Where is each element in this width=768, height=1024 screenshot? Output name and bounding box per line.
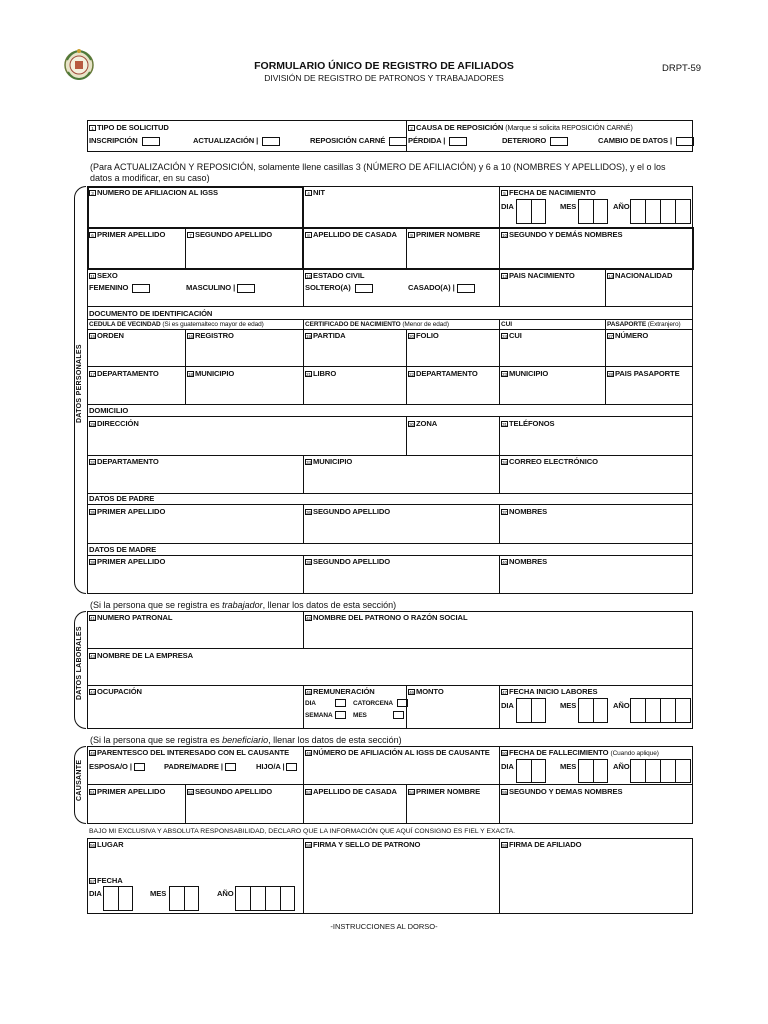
padre-primer-apellido-label: 35 PRIMER APELLIDO <box>90 507 166 516</box>
reposicion-checkbox[interactable] <box>389 137 407 146</box>
footer-instrucciones: -INSTRUCCIONES AL DORSO- <box>330 922 438 931</box>
certificado-header: CERTIFICADO DE NACIMIENTO (Menor de edad) <box>305 321 449 328</box>
declaracion-text: BAJO MI EXCLUSIVA Y ABSOLUTA RESPONSABILIDAD, DECLARO QUE LA INFORMACIÓN QUE AQUÍ CONSIGNO ES FIEL Y EXACTA. <box>89 828 516 835</box>
datos-padre-title: DATOS DE PADRE <box>89 494 155 503</box>
tipo-solicitud-label: 1 TIPO DE SOLICITUD <box>89 123 169 132</box>
actualizacion-note-line1: (Para ACTUALIZACIÓN Y REPOSICIÓN, solamente llene casillas 3 (NÚMERO DE AFILIACIÓN) y 6 a 10 (NOMBRES Y APELLIDOS), y el o los <box>90 162 666 172</box>
fallecimiento-dia-label: DIA <box>501 762 514 771</box>
estado-civil-label: 12 ESTADO CIVIL <box>306 271 365 280</box>
semana-option[interactable]: SEMANA <box>305 711 346 720</box>
cedula-municipio-label: 18 MUNICIPIO <box>188 369 235 378</box>
monto-label: 46 MONTO <box>409 687 444 696</box>
causante-primer-apellido-label: 51 PRIMER APELLIDO <box>90 787 166 796</box>
firma-dia-label: DIA <box>89 889 102 898</box>
labores-mes-label: MES <box>560 701 577 710</box>
remuneracion-label: 45 REMUNERACIÓN <box>306 687 375 696</box>
orden-label: 15 ORDEN <box>90 331 124 340</box>
zona-label: 30 ZONA <box>409 419 438 428</box>
deterioro-option[interactable]: DETERIORO <box>502 136 568 146</box>
domicilio-municipio-label: 33 MUNICIPIO <box>306 457 353 466</box>
datos-madre-title: DATOS DE MADRE <box>89 545 157 554</box>
domicilio-departamento-label: 32 DEPARTAMENTO <box>90 457 159 466</box>
padre-madre-checkbox[interactable] <box>225 763 236 771</box>
dia-label: DIA <box>501 202 514 211</box>
segundo-nombres-label: 10 SEGUNDO Y DEMÁS NOMBRES <box>502 230 623 239</box>
causante-section-label: CAUSANTE <box>76 759 83 801</box>
mes-label: MES <box>560 202 577 211</box>
casado-checkbox[interactable] <box>457 284 475 293</box>
remuneracion-mes-option[interactable]: MES <box>353 711 404 720</box>
telefonos-label: 31 TELÉFONOS <box>502 419 555 428</box>
libro-label: 21 LIBRO <box>306 369 337 378</box>
ocupacion-label: 44 OCUPACIÓN <box>90 687 142 696</box>
perdida-checkbox[interactable] <box>449 137 467 146</box>
padre-segundo-apellido-label: 36 SEGUNDO APELLIDO <box>306 507 391 516</box>
folio-label: 20 FOLIO <box>409 331 439 340</box>
catorcena-option[interactable]: CATORCENA <box>353 699 408 708</box>
pasaporte-header: PASAPORTE (Extranjero) <box>607 321 681 328</box>
actualizacion-checkbox[interactable] <box>262 137 280 146</box>
femenino-checkbox[interactable] <box>132 284 150 293</box>
nacionalidad-label: 14 NACIONALIDAD <box>608 271 673 280</box>
soltero-option[interactable]: SOLTERO(A) <box>305 283 373 293</box>
cedula-departamento-label: 17 DEPARTAMENTO <box>90 369 159 378</box>
firma-afiliado-label: 59 FIRMA DE AFILIADO <box>502 840 582 849</box>
laborales-section-label: DATOS LABORALES <box>76 626 83 700</box>
lugar-label: 56 LUGAR <box>90 840 124 849</box>
nombre-empresa-label: 43 NOMBRE DE LA EMPRESA <box>90 651 194 660</box>
fecha-inicio-labores-label: 47 FECHA INICIO LABORES <box>502 687 598 696</box>
registro-label: 16 REGISTRO <box>188 331 234 340</box>
form-code: DRPT-59 <box>662 63 702 74</box>
remuneracion-dia-checkbox[interactable] <box>335 699 346 707</box>
parentesco-label: 48 PARENTESCO DEL INTERESADO CON EL CAUSANTE <box>90 748 290 757</box>
esposo-checkbox[interactable] <box>134 763 145 771</box>
inscripcion-option[interactable]: INSCRIPCIÓN <box>89 136 160 146</box>
soltero-checkbox[interactable] <box>355 284 373 293</box>
certificado-departamento-label: 22 DEPARTAMENTO <box>409 369 478 378</box>
catorcena-checkbox[interactable] <box>397 699 408 707</box>
primer-apellido-label: 6 PRIMER APELLIDO <box>89 230 165 239</box>
cambio-datos-checkbox[interactable] <box>676 137 694 146</box>
fecha-firma-label: 57 FECHA <box>90 876 123 885</box>
cui-label: 24 CUI <box>502 331 522 340</box>
deterioro-checkbox[interactable] <box>550 137 568 146</box>
segundo-apellido-label: 7 SEGUNDO APELLIDO <box>187 230 272 239</box>
causante-apellido-casada-label: 53 APELLIDO DE CASADA <box>306 787 397 796</box>
numero-patronal-label: 41 NUMERO PATRONAL <box>90 613 173 622</box>
nombre-patrono-label: 42 NOMBRE DEL PATRONO O RAZÓN SOCIAL <box>306 613 468 622</box>
cui-municipio-label: 23 MUNICIPIO <box>502 369 549 378</box>
madre-segundo-apellido-label: 39 SEGUNDO APELLIDO <box>306 557 391 566</box>
nit-label: 4 NIT <box>305 188 325 197</box>
cambio-datos-option[interactable]: CAMBIO DE DATOS | <box>598 136 694 146</box>
firma-patrono-label: 58 FIRMA Y SELLO DE PATRONO <box>306 840 421 849</box>
correo-label: 34 CORREO ELECTRÓNICO <box>502 457 598 466</box>
pais-pasaporte-label: 28 PAIS PASAPORTE <box>608 369 680 378</box>
inscripcion-checkbox[interactable] <box>142 137 160 146</box>
causa-reposicion-label: 2 CAUSA DE REPOSICIÓN (Marque si solicita REPOSICIÓN CARNÉ) <box>408 123 633 133</box>
beneficiario-note: (Si la persona que se registra es beneficiario, llenar los datos de esta sección) <box>90 735 402 745</box>
causante-segundo-apellido-label: 52 SEGUNDO APELLIDO <box>188 787 273 796</box>
numero-pasaporte-label: 27 NÚMERO <box>608 331 649 340</box>
fecha-fallecimiento-label: 50 FECHA DE FALLECIMIENTO (Cuando aplique) <box>502 748 659 757</box>
documento-identificacion-title: DOCUMENTO DE IDENTIFICACIÓN <box>89 309 213 318</box>
causante-primer-nombre-label: 54 PRIMER NOMBRE <box>409 787 481 796</box>
labores-anio-label: AÑO <box>613 701 630 710</box>
form-title: FORMULARIO ÚNICO DE REGISTRO DE AFILIADOS <box>254 60 514 72</box>
firma-anio-label: AÑO <box>217 889 234 898</box>
sexo-label: 11 SEXO <box>90 271 118 280</box>
pais-nacimiento-label: 13 PAIS NACIMIENTO <box>502 271 575 280</box>
fallecimiento-anio-label: AÑO <box>613 762 630 771</box>
madre-nombres-label: 40 NOMBRES <box>502 557 548 566</box>
casado-option[interactable]: CASADO(A) | <box>408 283 475 293</box>
firma-mes-label: MES <box>150 889 167 898</box>
actualizacion-note-line2: datos a modificar, en su caso) <box>90 173 210 183</box>
reposicion-option[interactable]: REPOSICIÓN CARNÉ <box>310 136 407 146</box>
padre-madre-option[interactable]: PADRE/MADRE | <box>164 762 236 771</box>
padre-nombres-label: 37 NOMBRES <box>502 507 548 516</box>
primer-nombre-label: 9 PRIMER NOMBRE <box>408 230 480 239</box>
cui-header: CUI <box>501 321 512 328</box>
anio-label: AÑO <box>613 202 630 211</box>
femenino-option[interactable]: FEMENINO <box>89 283 150 293</box>
partida-label: 19 PARTIDA <box>306 331 346 340</box>
masculino-checkbox[interactable] <box>237 284 255 293</box>
remuneracion-dia-option[interactable]: DIA <box>305 699 346 708</box>
trabajador-note: (Si la persona que se registra es trabajador, llenar los datos de esta sección) <box>90 600 397 610</box>
form-subtitle: DIVISIÓN DE REGISTRO DE PATRONOS Y TRABAJADORES <box>264 73 504 83</box>
semana-checkbox[interactable] <box>335 711 346 719</box>
fallecimiento-mes-label: MES <box>560 762 577 771</box>
hijo-checkbox[interactable] <box>286 763 297 771</box>
actualizacion-option[interactable]: ACTUALIZACIÓN | <box>193 136 280 146</box>
apellido-casada-label: 8 APELLIDO DE CASADA <box>305 230 397 239</box>
direccion-label: 29 DIRECCIÓN <box>90 419 139 428</box>
causante-segundo-nombres-label: 55 SEGUNDO Y DEMAS NOMBRES <box>502 787 623 796</box>
remuneracion-mes-checkbox[interactable] <box>393 711 404 719</box>
hijo-option[interactable]: HIJO/A | <box>256 762 297 771</box>
labores-dia-label: DIA <box>501 701 514 710</box>
masculino-option[interactable]: MASCULINO | <box>186 283 255 293</box>
afiliacion-igss-label: 3 NUMERO DE AFILIACION AL IGSS <box>89 188 218 197</box>
fecha-nacimiento-label: 5 FECHA DE NACIMIENTO <box>501 188 596 197</box>
domicilio-title: DOMICILIO <box>89 406 129 415</box>
cedula-header: CEDULA DE VECINDAD (Si es guatemalteco mayor de edad) <box>89 321 264 328</box>
madre-primer-apellido-label: 38 PRIMER APELLIDO <box>90 557 166 566</box>
perdida-option[interactable]: PÉRDIDA | <box>408 136 467 146</box>
afiliacion-causante-label: 49 NÚMERO DE AFILIACIÓN AL IGSS DE CAUSANTE <box>306 748 490 757</box>
esposo-option[interactable]: ESPOSA/O | <box>89 762 145 771</box>
personales-section-label: DATOS PERSONALES <box>76 344 83 423</box>
